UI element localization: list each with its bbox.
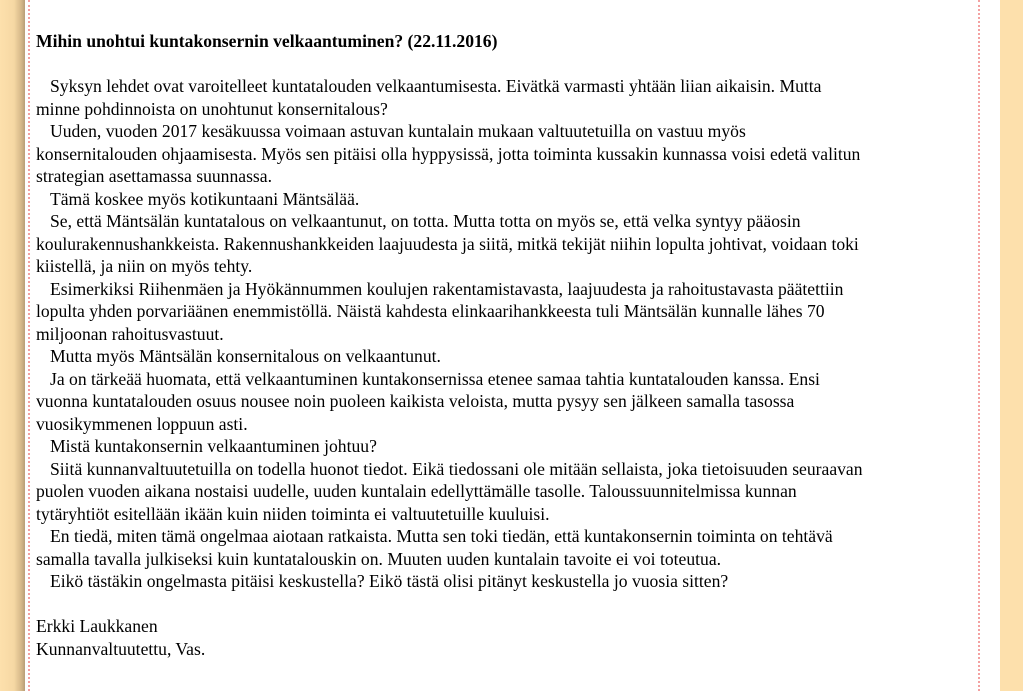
article-title: Mihin unohtui kuntakonsernin velkaantuminen? (22.11.2016): [36, 31, 498, 51]
paragraph-line: minne pohdinnoista on unohtunut konsernitalous?: [36, 98, 388, 119]
article-body: [36, 75, 986, 593]
paragraph-line: Se, että Mäntsälän kuntatalous on velkaantunut, on totta. Mutta totta on myös se, että velka syntyy pääosin: [50, 211, 801, 231]
author-role: Kunnanvaltuutettu, Vas.: [36, 638, 206, 659]
paragraph: [36, 570, 986, 593]
left-dotted-border: [28, 0, 30, 691]
paragraph-line: puolen vuoden aikana nostaisi uudelle, uuden kuntalain edellyttämälle tasolle. Taloussuunnitelmissa kunnan: [36, 481, 797, 501]
author-name: Erkki Laukkanen: [36, 616, 158, 636]
paragraph: [36, 435, 986, 458]
paragraph: [36, 458, 986, 526]
paragraph: [36, 278, 986, 346]
paragraph: [36, 525, 986, 570]
paragraph-line: Ja on tärkeää huomata, että velkaantuminen kuntakonsernissa etenee samaa tahtia kuntatalouden kanssa. Ensi: [50, 368, 820, 389]
paragraph-line: Mistä kuntakonsernin velkaantuminen johtuu?: [50, 436, 377, 456]
left-gutter: [0, 0, 25, 691]
paragraph-line: Mutta myös Mäntsälän konsernitalous on velkaantunut.: [50, 346, 441, 366]
paragraph-line: kiistellä, ja niin on myös tehty.: [36, 256, 253, 276]
paragraph-line: strategian asettamassa suunnassa.: [36, 166, 272, 186]
paragraph-line: koulurakennushankkeista. Rakennushankkeiden laajuudesta ja siitä, mitkä tekijät niihin lopulta johtivat, voidaan toki: [36, 233, 859, 254]
paragraph-line: vuonna kuntatalouden osuus nousee noin puoleen kaikista veloista, mutta pysyy sen jälkeen samalla tasossa: [36, 391, 795, 411]
paragraph: [36, 210, 986, 278]
paragraph-line: vuosikymmenen loppuun asti.: [36, 413, 248, 434]
paragraph-line: tytäryhtiöt esitellään ikään kuin niiden toiminta ei valtuutetuille kuuluisi.: [36, 503, 550, 524]
paragraph-line: lopulta yhden porvariäänen enemmistöllä. Näistä kahdesta elinkaarihankkeesta tuli Mäntsälän kunnalle lähes 70: [36, 301, 825, 321]
content-area: [25, 0, 1000, 691]
paragraph: [36, 368, 986, 436]
paragraph-line: Tämä koskee myös kotikuntaani Mäntsälää.: [50, 188, 360, 209]
article: [36, 30, 986, 660]
paragraph-line: Eikö tästäkin ongelmasta pitäisi keskustella? Eikö tästä olisi pitänyt keskustella jo vuosia sitten?: [50, 571, 729, 591]
paragraph-line: samalla tavalla julkiseksi kuin kuntatalouskin on. Muuten uuden kuntalain tavoite ei voi toteutua.: [36, 548, 722, 569]
paragraph-line: Siitä kunnanvaltuutetuilla on todella huonot tiedot. Eikä tiedossani ole mitään sellaista, joka tietoisuuden seuraavan: [50, 458, 863, 479]
paragraph: [36, 120, 986, 188]
paragraph-line: Esimerkiksi Riihenmäen ja Hyökännummen koulujen rakentamistavasta, laajuudesta ja rahoitustavasta päätettiin: [50, 278, 844, 299]
paragraph: [36, 188, 986, 211]
paragraph: [36, 75, 986, 120]
paragraph-line: Uuden, vuoden 2017 kesäkuussa voimaan astuvan kuntalain mukaan valtuutetuilla on vastuu myös: [50, 121, 746, 141]
paragraph-line: miljoonan rahoitusvastuut.: [36, 323, 224, 344]
paragraph-line: Syksyn lehdet ovat varoitelleet kuntatalouden velkaantumisesta. Eivätkä varmasti yhtään liian aikaisin. Mutta: [50, 76, 822, 96]
signature: [36, 615, 986, 660]
paragraph-line: konsernitalouden ohjaamisesta. Myös sen pitäisi olla hyppysissä, jotta toiminta kussakin kunnassa voisi edetä valitun: [36, 143, 861, 164]
paragraph-line: En tiedä, miten tämä ongelmaa aiotaan ratkaista. Mutta sen toki tiedän, että kuntakonsernin toiminta on tehtävä: [50, 526, 833, 546]
paragraph: [36, 345, 986, 368]
